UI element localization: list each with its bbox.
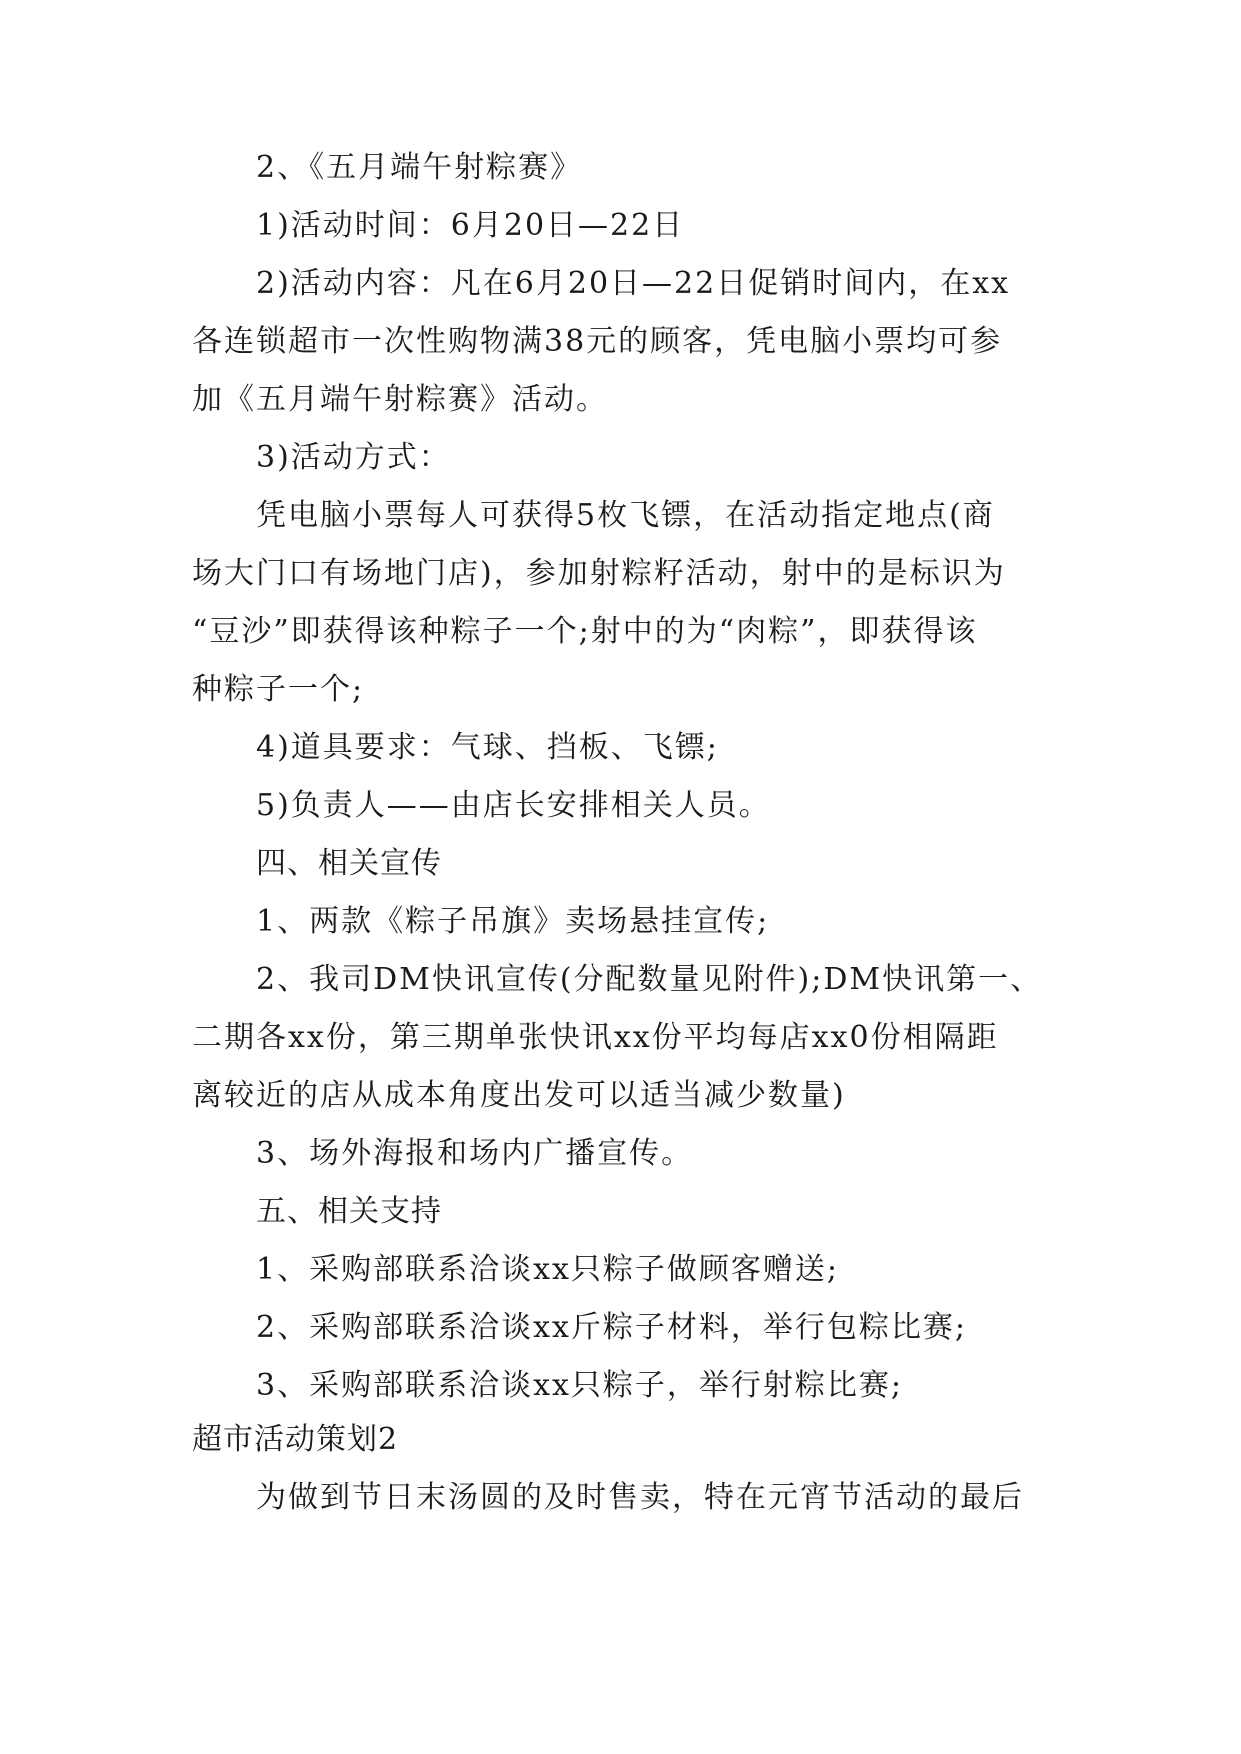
text-line: 1、采购部联系洽谈xx只粽子做顾客赠送; — [256, 1252, 840, 1287]
text-line: 二期各xx份，第三期单张快讯xx份平均每店xx0份相隔距 — [192, 1020, 999, 1055]
text-line: 凭电脑小票每人可获得5枚飞镖，在活动指定地点(商 — [256, 498, 995, 533]
text-line: 各连锁超市一次性购物满38元的顾客，凭电脑小票均可参 — [192, 324, 1003, 359]
text-line: 2、我司DM快讯宣传(分配数量见附件);DM快讯第一、 — [256, 962, 1043, 997]
text-line: 2、采购部联系洽谈xx斤粽子材料，举行包粽比赛; — [256, 1310, 968, 1345]
text-line: 2、《五月端午射粽赛》 — [256, 150, 583, 185]
text-line: 种粽子一个; — [192, 672, 365, 707]
section-heading: 四、相关宣传 — [256, 846, 442, 881]
text-line: 为做到节日末汤圆的及时售卖，特在元宵节活动的最后 — [256, 1480, 1024, 1515]
text-line: 1)活动时间：6月20日—22日 — [256, 208, 685, 243]
document-title: 超市活动策划2 — [192, 1422, 399, 1457]
text-line: 3、采购部联系洽谈xx只粽子，举行射粽比赛; — [256, 1368, 904, 1403]
text-line: 场大门口有场地门店)，参加射粽籽活动，射中的是标识为 — [192, 556, 1006, 591]
text-line: 1、两款《粽子吊旗》卖场悬挂宣传; — [256, 904, 770, 939]
text-line: 5)负责人——由店长安排相关人员。 — [256, 788, 771, 823]
text-line: 2)活动内容：凡在6月20日—22日促销时间内，在xx — [256, 266, 1011, 301]
text-line: 离较近的店从成本角度出发可以适当减少数量) — [192, 1078, 846, 1113]
text-line: “豆沙”即获得该种粽子一个;射中的为“肉粽”，即获得该 — [192, 614, 978, 649]
section-heading: 五、相关支持 — [256, 1194, 442, 1229]
text-line: 加《五月端午射粽赛》活动。 — [192, 382, 608, 417]
text-line: 3、场外海报和场内广播宣传。 — [256, 1136, 694, 1171]
text-line: 3)活动方式： — [256, 440, 451, 475]
text-line: 4)道具要求：气球、挡板、飞镖; — [256, 730, 719, 765]
